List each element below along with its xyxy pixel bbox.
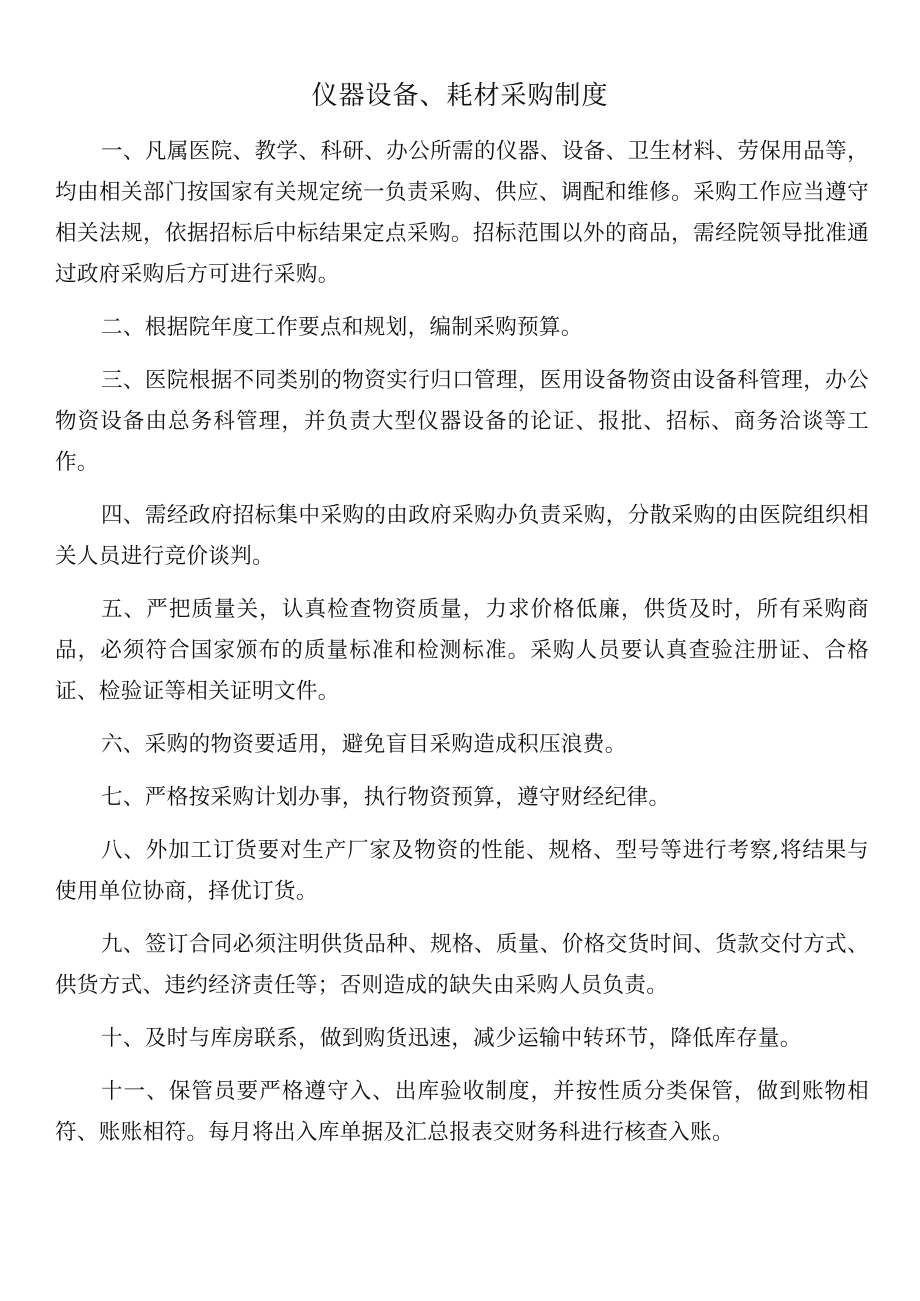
paragraph-2: 二、根据院年度工作要点和规划，编制采购预算。 [101,315,583,340]
paragraph-7: 七、严格按采购计划办事，执行物资预算，遵守财经纪律。 [101,785,671,810]
paragraph-9: 九、签订合同必须注明供货品种、规格、质量、价格交货时间、货款交付方式、供货方式、违约经济责任等；否则造成的缺失由采购人员负责。 [55,932,869,998]
document-body [55,131,869,1165]
paragraph-6: 六、采购的物资要适用，避免盲目采购造成积压浪费。 [101,732,627,757]
paragraph-8: 八、外加工订货要对生产厂家及物资的性能、规格、型号等进行考察,将结果与使用单位协商，择优订货。 [55,838,869,904]
paragraph-3: 三、医院根据不同类别的物资实行归口管理，医用设备物资由设备科管理，办公物资设备由总务科管理，并负责大型仪器设备的论证、报批、招标、商务洽谈等工作。 [55,368,869,475]
paragraph-10: 十、及时与库房联系，做到购货迅速，减少运输中转环节，降低库存量。 [101,1026,802,1051]
paragraph-11: 十一、保管员要严格遵守入、出库验收制度，并按性质分类保管，做到账物相符、账账相符。每月将出入库单据及汇总报表交财务科进行核查入账。 [55,1079,869,1145]
paragraph-5: 五、严把质量关，认真检查物资质量，力求价格低廉，供货及时，所有采购商品，必须符合国家颁布的质量标准和检测标准。采购人员要认真查验注册证、合格证、检验证等相关证明文件。 [55,597,869,704]
paragraph-1: 一、凡属医院、教学、科研、办公所需的仪器、设备、卫生材料、劳保用品等，均由相关部门按国家有关规定统一负责采购、供应、调配和维修。采购工作应当遵守相关法规，依据招标后中标结果定点采购。招标范围以外的商品，需经院领导批准通过政府采购后方可进行采购。 [55,139,869,287]
paragraph-4: 四、需经政府招标集中采购的由政府采购办负责采购，分散采购的由医院组织相关人员进行竞价谈判。 [55,503,869,569]
document-title: 仪器设备、耗材采购制度 [311,81,609,111]
